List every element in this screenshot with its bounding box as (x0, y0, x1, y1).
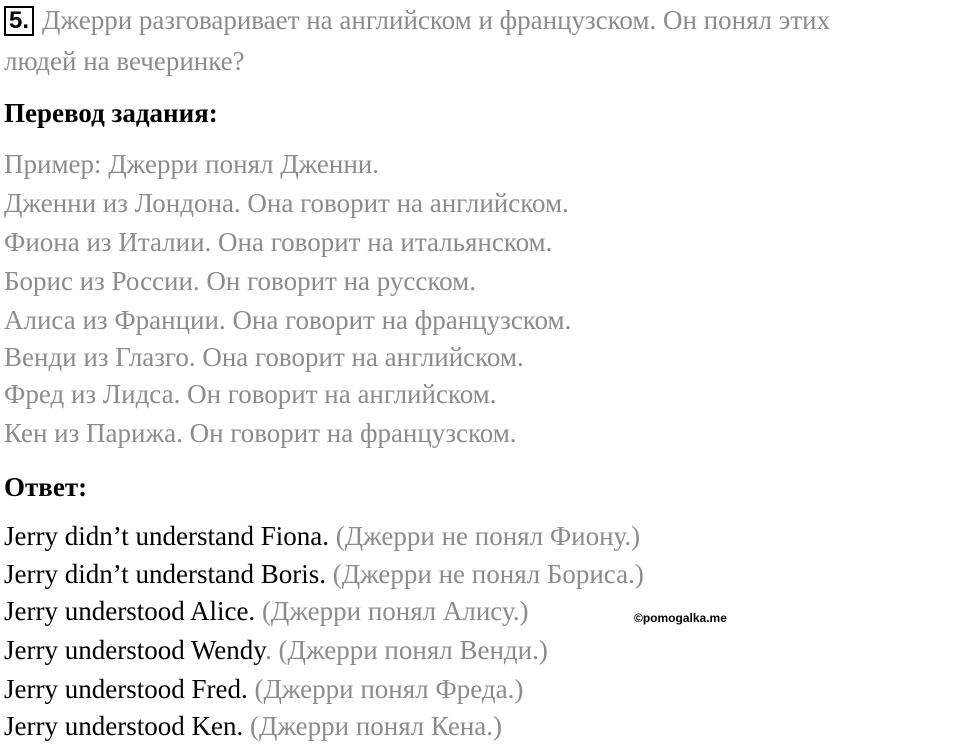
answer-line (4, 635, 548, 665)
answer-english: Jerry didn’t understand Fiona. (4, 521, 329, 551)
answer-english: Jerry didn’t understand Boris. (4, 559, 326, 589)
translation-line: Пример: Джерри понял Дженни. (4, 149, 380, 179)
translation-line: Венди из Глазго. Она говорит на английском. (4, 342, 524, 372)
task-text-line-2: людей на вечеринке? (4, 46, 245, 76)
task-line-2 (4, 46, 245, 76)
answer-russian: (Джерри не понял Фиону.) (335, 521, 641, 551)
answer-english: Jerry understood Ken. (4, 711, 244, 741)
task-text-line-1: Джерри разговаривает на английском и французском. Он понял этих (42, 5, 831, 35)
translation-line: Кен из Парижа. Он говорит на французском. (4, 418, 517, 448)
answer-line (4, 521, 640, 551)
task-number: 5. (4, 6, 34, 36)
answer-english: Jerry understood Alice. (4, 596, 256, 626)
translation-line: Фред из Лидса. Он говорит на английском. (4, 379, 497, 409)
watermark: ©pomogalka.me (634, 611, 727, 625)
task-line-1 (4, 5, 830, 36)
answer-russian: (Джерри понял Фреда.) (254, 674, 524, 704)
translation-line: Алиса из Франции. Она говорит на французском. (4, 305, 572, 335)
answer-line (4, 559, 644, 589)
answer-line (4, 711, 502, 741)
answer-russian: . (Джерри понял Венди.) (265, 635, 548, 665)
answer-heading: Ответ: (4, 472, 88, 502)
answer-russian: (Джерри понял Алису.) (261, 596, 529, 626)
answer-line (4, 596, 528, 626)
answer-english: Jerry understood Fred. (4, 674, 248, 704)
translation-line: Фиона из Италии. Она говорит на итальянском. (4, 227, 553, 257)
answer-russian: (Джерри не понял Бориса.) (332, 559, 644, 589)
answer-line (4, 674, 523, 704)
answer-russian: (Джерри понял Кена.) (249, 711, 503, 741)
answer-english: Jerry understood Wendy (4, 635, 266, 665)
translation-line: Дженни из Лондона. Она говорит на английском. (4, 188, 569, 218)
translation-line: Борис из России. Он говорит на русском. (4, 266, 476, 296)
translation-heading: Перевод задания: (4, 98, 218, 128)
